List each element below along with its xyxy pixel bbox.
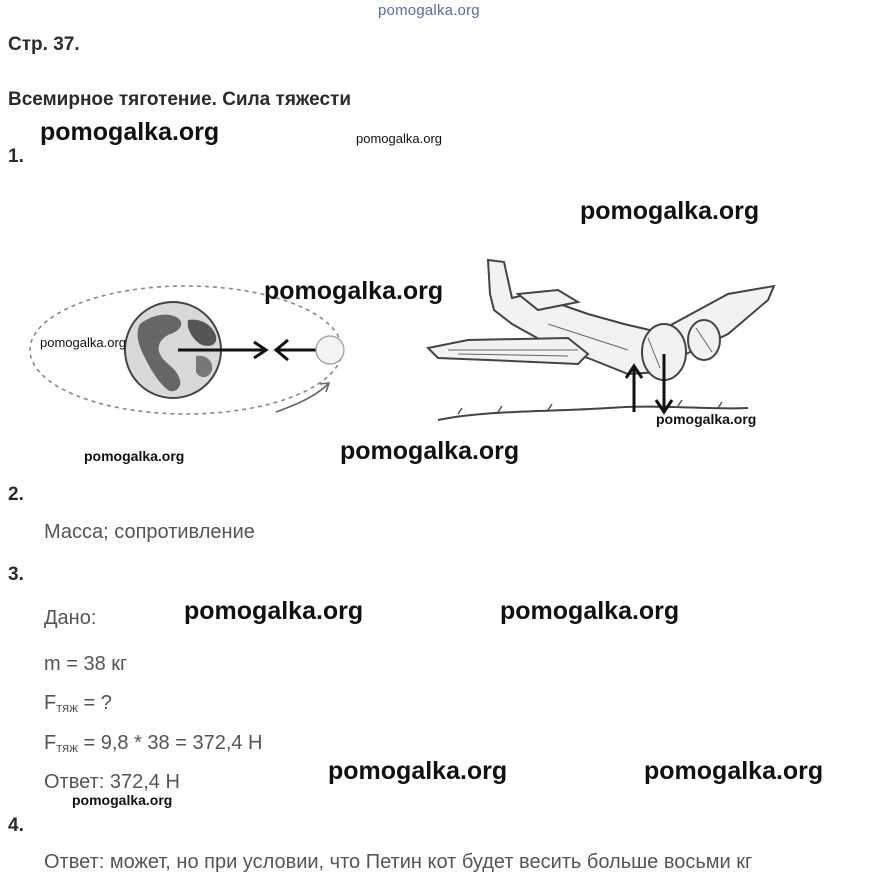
force-subscript: тяж	[56, 700, 78, 715]
watermark-text: pomogalka.org	[40, 335, 126, 350]
airplane-illustration	[428, 254, 778, 424]
watermark-text: pomogalka.org	[264, 277, 444, 305]
watermark-text: pomogalka.org	[644, 757, 824, 785]
question-2-answer: Масса; сопротивление	[44, 521, 255, 543]
force-unknown: = ?	[77, 692, 112, 714]
force-calculation: = 9,8 * 38 = 372,4 Н	[77, 732, 263, 754]
orbit-direction-arrow	[276, 384, 328, 412]
force-symbol: F	[44, 692, 57, 714]
watermark-text: pomogalka.org	[328, 757, 508, 785]
force-subscript: тяж	[56, 740, 78, 755]
mass-given: m = 38 кг	[44, 653, 128, 675]
section-title: Всемирное тяготение. Сила тяжести	[8, 89, 352, 110]
watermark-text: pomogalka.org	[84, 448, 185, 464]
site-banner-link[interactable]: pomogalka.org	[378, 2, 480, 19]
watermark-text: pomogalka.org	[72, 792, 173, 808]
watermark-text: pomogalka.org	[656, 411, 757, 427]
watermark-text: pomogalka.org	[340, 437, 520, 465]
watermark-text: pomogalka.org	[580, 197, 760, 225]
watermark-text: pomogalka.org	[500, 597, 680, 625]
force-symbol: F	[44, 732, 57, 754]
airplane-body	[428, 260, 774, 380]
watermark-text: pomogalka.org	[356, 131, 442, 146]
watermark-text: pomogalka.org	[184, 597, 364, 625]
question-4-answer: Ответ: может, но при условии, что Петин кот будет весить больше восьми кг	[44, 851, 753, 873]
force-calculation-line	[44, 732, 263, 755]
question-3-answer: Ответ: 372,4 Н	[44, 771, 180, 793]
question-4-number: 4.	[8, 815, 24, 836]
question-1-number: 1.	[8, 146, 24, 167]
page-title: Стр. 37.	[8, 34, 80, 55]
question-2-number: 2.	[8, 484, 24, 505]
question-3-number: 3.	[8, 564, 24, 585]
watermark-text: pomogalka.org	[40, 118, 220, 146]
given-label: Дано:	[44, 607, 97, 629]
moon	[316, 336, 344, 364]
force-unknown-line	[44, 692, 112, 715]
